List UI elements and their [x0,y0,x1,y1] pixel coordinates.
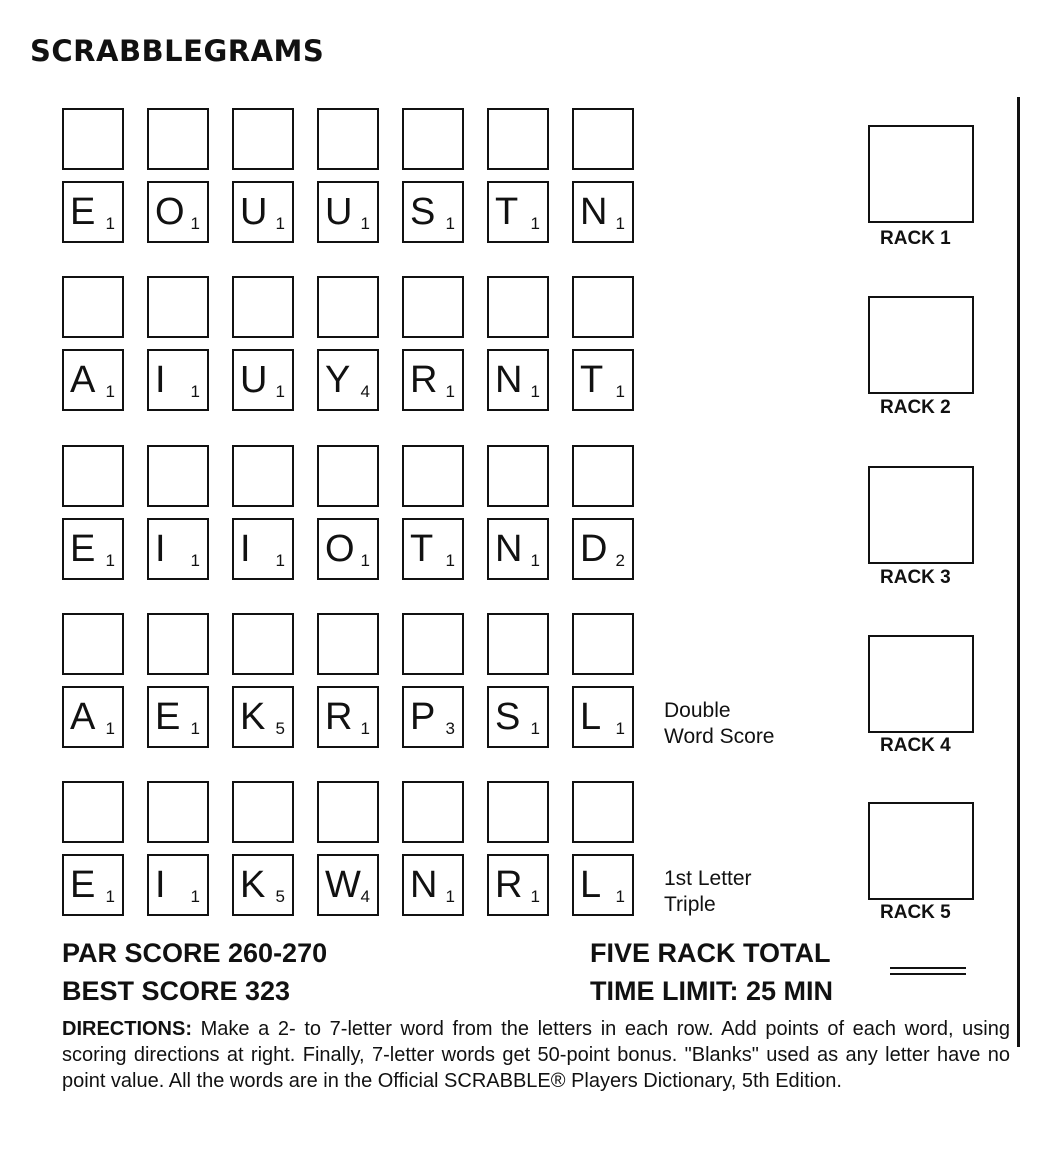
answer-box[interactable] [147,276,209,338]
tile-points: 1 [530,551,540,570]
answer-box[interactable] [572,781,634,843]
tile-points: 1 [445,887,455,906]
tile-letter: T [580,359,604,401]
letter-tile [317,181,379,243]
answer-box[interactable] [317,781,379,843]
tile-letter: E [70,191,96,233]
rack-label: RACK 5 [880,902,951,923]
tile-points: 5 [275,719,285,738]
tile-letter: O [155,191,185,233]
tile-points: 1 [190,382,200,401]
tile-letter: K [240,864,266,906]
rack-score-box[interactable] [868,802,974,900]
rack-label: RACK 3 [880,567,951,588]
tile-points: 1 [275,214,285,233]
bonus-line: Word Score [664,725,775,748]
tile-points: 1 [615,887,625,906]
letter-tile [572,518,634,580]
letter-tile [487,349,549,411]
tile-points: 1 [190,551,200,570]
answer-box[interactable] [487,276,549,338]
tile-letter: I [155,528,166,570]
letter-tile [232,181,294,243]
letter-tile [402,518,464,580]
tile-points: 1 [530,214,540,233]
tile-letter: N [410,864,438,906]
tile-letter: O [325,528,355,570]
tile-points: 1 [615,719,625,738]
total-answer-line[interactable] [890,967,966,969]
tile-letter: N [580,191,608,233]
tile-letter: K [240,696,266,738]
letter-tile [317,518,379,580]
answer-box[interactable] [487,613,549,675]
letter-tile [572,854,634,916]
letter-tile [62,854,124,916]
tile-letter: A [70,696,96,738]
tile-points: 1 [530,719,540,738]
letter-tile [232,518,294,580]
tile-points: 1 [445,214,455,233]
answer-box[interactable] [62,108,124,170]
tile-points: 5 [275,887,285,906]
tile-letter: W [325,864,361,906]
tile-points: 4 [360,382,370,401]
letter-tile [62,686,124,748]
tile-letter: Y [325,359,351,401]
answer-box[interactable] [402,276,464,338]
answer-box[interactable] [572,108,634,170]
tile-points: 1 [530,887,540,906]
answer-box[interactable] [147,445,209,507]
tile-points: 3 [445,719,455,738]
tile-letter: I [240,528,251,570]
tile-points: 1 [445,551,455,570]
tile-letter: S [410,191,436,233]
letter-tile [572,686,634,748]
bonus-line: 1st Letter [664,867,752,890]
tile-points: 1 [275,551,285,570]
answer-box[interactable] [402,445,464,507]
answer-box[interactable] [232,781,294,843]
tile-points: 1 [360,719,370,738]
tile-letter: R [495,864,523,906]
answer-box[interactable] [487,781,549,843]
tile-letter: R [410,359,438,401]
tile-points: 1 [105,719,115,738]
best-score: BEST SCORE 323 [62,976,291,1006]
answer-box[interactable] [147,781,209,843]
letter-tile [402,349,464,411]
tile-points: 1 [105,382,115,401]
letter-tile [402,686,464,748]
bonus-note [664,698,775,750]
tile-points: 4 [360,887,370,906]
tile-letter: U [325,191,353,233]
rack-label: RACK 1 [880,228,951,249]
bonus-line: Triple [664,893,716,916]
total-answer-line-2 [890,973,966,975]
rack-score-box[interactable] [868,125,974,223]
letter-tile [487,854,549,916]
answer-box[interactable] [232,613,294,675]
answer-box[interactable] [317,276,379,338]
answer-box[interactable] [572,613,634,675]
letter-tile [487,686,549,748]
tile-letter: E [155,696,181,738]
tile-letter: T [410,528,434,570]
letter-tile [572,349,634,411]
tile-points: 2 [615,551,625,570]
answer-box[interactable] [232,445,294,507]
letter-tile [147,686,209,748]
letter-tile [147,181,209,243]
letter-tile [402,854,464,916]
bonus-note [664,866,752,918]
tile-points: 1 [360,551,370,570]
answer-box[interactable] [147,108,209,170]
tile-letter: T [495,191,519,233]
answer-box[interactable] [147,613,209,675]
tile-points: 1 [360,214,370,233]
five-rack-total-label: FIVE RACK TOTAL [590,938,831,968]
letter-tile [487,181,549,243]
tile-letter: E [70,528,96,570]
tile-letter: D [580,528,608,570]
tile-points: 1 [275,382,285,401]
rack-score-box[interactable] [868,296,974,394]
answer-box[interactable] [62,781,124,843]
vertical-divider [1017,97,1020,1047]
time-limit: TIME LIMIT: 25 MIN [590,976,833,1006]
answer-box[interactable] [62,445,124,507]
rack-label: RACK 2 [880,397,951,418]
tile-letter: U [240,359,268,401]
directions-lead: DIRECTIONS: [62,1018,192,1040]
letter-tile [317,854,379,916]
tile-letter: I [155,359,166,401]
rack-label: RACK 4 [880,735,951,756]
answer-box[interactable] [62,276,124,338]
score-info [62,934,327,1010]
tile-points: 1 [190,214,200,233]
tile-letter: L [580,696,602,738]
tile-points: 1 [105,214,115,233]
puzzle-title: SCRABBLEGRAMS [30,34,325,68]
answer-box[interactable] [487,445,549,507]
tile-points: 1 [615,382,625,401]
tile-letter: P [410,696,436,738]
letter-tile [402,181,464,243]
answer-box[interactable] [402,781,464,843]
directions-text: Make a 2- to 7-letter word from the letters in each row. Add points of each word, using scoring directions at right. Finally, 7-letter words get 50-point bonus. "Blanks" used as any letter have no point value. All the words are in the Official SCRABBLE® Players Dictionary, 5th Edition. [62,1018,1010,1092]
answer-box[interactable] [317,108,379,170]
tile-letter: N [495,359,523,401]
letter-tile [62,349,124,411]
tile-points: 1 [445,382,455,401]
rack-score-box[interactable] [868,466,974,564]
answer-box[interactable] [62,613,124,675]
bonus-line: Double [664,699,731,722]
rack-score-box[interactable] [868,635,974,733]
tile-letter: S [495,696,521,738]
tile-letter: I [155,864,166,906]
tile-letter: N [495,528,523,570]
letter-tile [232,686,294,748]
letter-tile [232,854,294,916]
letter-tile [62,181,124,243]
letter-tile [147,854,209,916]
tile-points: 1 [105,551,115,570]
answer-box[interactable] [232,108,294,170]
letter-tile [317,349,379,411]
letter-tile [147,518,209,580]
letter-tile [62,518,124,580]
answer-box[interactable] [402,108,464,170]
answer-box[interactable] [232,276,294,338]
tile-letter: E [70,864,96,906]
letter-tile [317,686,379,748]
tile-letter: R [325,696,353,738]
total-info [590,934,833,1010]
tile-letter: U [240,191,268,233]
answer-box[interactable] [317,445,379,507]
answer-box[interactable] [487,108,549,170]
answer-box[interactable] [402,613,464,675]
answer-box[interactable] [572,445,634,507]
tile-points: 1 [190,719,200,738]
tile-points: 1 [105,887,115,906]
tile-letter: A [70,359,96,401]
directions [62,1016,1010,1094]
tile-letter: L [580,864,602,906]
letter-tile [487,518,549,580]
letter-tile [572,181,634,243]
par-score: PAR SCORE 260-270 [62,938,328,968]
tile-points: 1 [530,382,540,401]
letter-tile [232,349,294,411]
tile-points: 1 [190,887,200,906]
letter-tile [147,349,209,411]
answer-box[interactable] [317,613,379,675]
answer-box[interactable] [572,276,634,338]
tile-points: 1 [615,214,625,233]
